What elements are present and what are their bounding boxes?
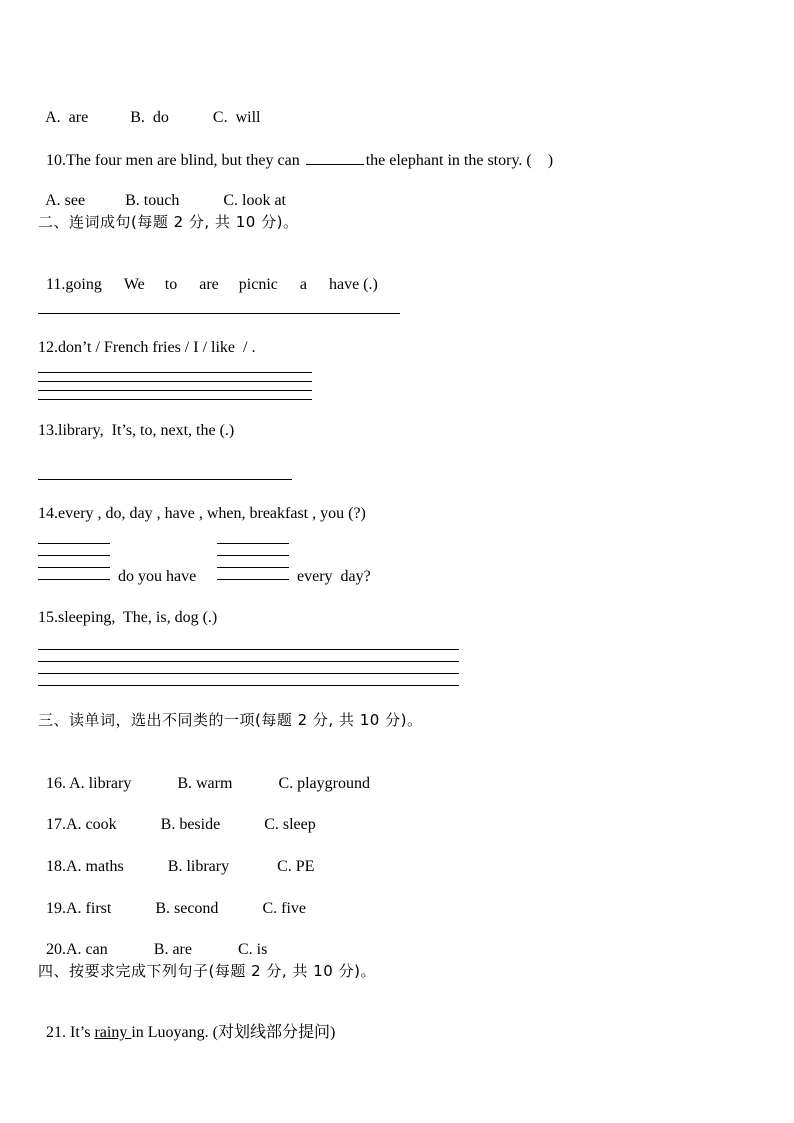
q21-suffix: in Luoyang. (对划线部分提问) (131, 1024, 336, 1041)
answer-line[interactable] (38, 567, 110, 568)
answer-line[interactable] (217, 555, 289, 556)
word: going (65, 276, 102, 293)
word: to (164, 276, 178, 293)
q10-suffix: the elephant in the story. ( ) (365, 152, 554, 169)
answer-line[interactable] (38, 381, 312, 382)
option-c: C. look at (223, 192, 286, 209)
question-16 (38, 754, 370, 794)
word: are (199, 276, 219, 293)
option-b: B. warm (177, 775, 233, 792)
question-18 (38, 837, 314, 877)
question-11 (38, 255, 378, 295)
answer-line[interactable] (38, 479, 292, 480)
q-num: 20. (46, 941, 66, 958)
answer-line[interactable] (38, 313, 400, 314)
word: have (.) (328, 276, 378, 293)
question-14: 14.every , do, day , have , when, breakfast , you (?) (38, 505, 366, 522)
option-c: C. playground (278, 775, 370, 792)
option-b: B. are (153, 941, 192, 958)
option-a: A. maths (66, 858, 124, 875)
option-b: B. do (130, 109, 169, 126)
word: We (123, 276, 145, 293)
option-c: C. PE (277, 858, 315, 875)
option-c: C. will (212, 109, 261, 126)
question-13: 13.library, It’s, to, next, the (.) (38, 422, 235, 439)
question-21 (38, 1003, 335, 1043)
q14-middle-text: do you have (118, 568, 197, 585)
question-17 (38, 795, 316, 835)
option-a: A. cook (66, 816, 117, 833)
answer-line[interactable] (217, 579, 289, 580)
option-b: B. touch (125, 192, 180, 209)
answer-line[interactable] (38, 555, 110, 556)
section-4-heading: 四、按要求完成下列句子(每题 2 分, 共 10 分)。 (38, 962, 376, 980)
option-b: B. library (167, 858, 230, 875)
answer-line[interactable] (38, 649, 459, 650)
question-12: 12.don’t / French fries / I / like / . (38, 339, 256, 356)
option-b: B. beside (160, 816, 221, 833)
answer-line[interactable] (38, 399, 312, 400)
q-num: 19. (46, 900, 66, 917)
answer-line[interactable] (38, 661, 459, 662)
answer-line[interactable] (38, 543, 110, 544)
q9-options (38, 88, 260, 128)
underlined-word: rainy (94, 1024, 132, 1041)
option-a: A. can (66, 941, 108, 958)
option-c: C. five (262, 900, 306, 917)
answer-line[interactable] (38, 390, 312, 391)
option-a: A. are (45, 109, 89, 126)
answer-line[interactable] (38, 673, 459, 674)
answer-line[interactable] (38, 685, 459, 686)
option-a: A. library (69, 775, 132, 792)
q-num: 18. (46, 858, 66, 875)
answer-line[interactable] (38, 579, 110, 580)
section-3-heading: 三、读单词，选出不同类的一项(每题 2 分, 共 10 分)。 (38, 711, 423, 729)
q10-options (38, 171, 286, 211)
option-c: C. sleep (264, 816, 316, 833)
section-2-heading: 二、连词成句(每题 2 分, 共 10 分)。 (38, 213, 299, 231)
q21-prefix: 21. It’s (46, 1024, 95, 1041)
q10-prefix: 10.The four men are blind, but they can (46, 152, 304, 169)
word: a (299, 276, 307, 293)
answer-line[interactable] (217, 543, 289, 544)
answer-blank[interactable] (306, 150, 364, 165)
question-10 (38, 130, 553, 171)
q14-end-text: every day? (297, 568, 371, 585)
option-c: C. is (237, 941, 268, 958)
answer-line[interactable] (38, 372, 312, 373)
answer-line[interactable] (217, 567, 289, 568)
question-15: 15.sleeping, The, is, dog (.) (38, 609, 218, 626)
q11-num: 11. (46, 276, 66, 293)
option-a: A. first (66, 900, 112, 917)
word: picnic (238, 276, 278, 293)
question-20 (38, 920, 267, 960)
question-19 (38, 879, 306, 919)
option-b: B. second (155, 900, 219, 917)
q-num: 16. (46, 775, 66, 792)
q-num: 17. (46, 816, 66, 833)
option-a: A. see (45, 192, 86, 209)
